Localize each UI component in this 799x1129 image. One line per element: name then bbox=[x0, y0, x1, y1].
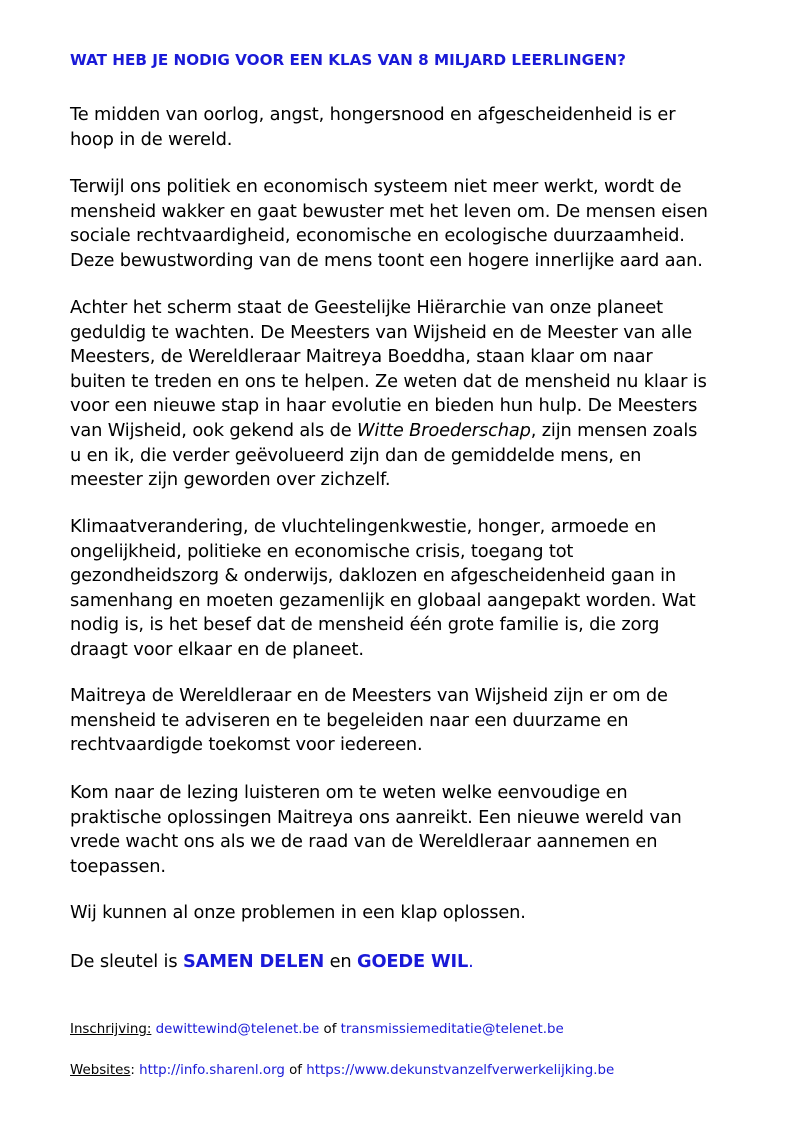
text-segment: van Wijsheid, ook gekend als de bbox=[70, 419, 357, 441]
text-line: mensheid te adviseren en te begeleiden naar een duurzame en bbox=[70, 709, 629, 731]
text-line: meester zijn geworden over zichzelf. bbox=[70, 469, 391, 491]
text-line: Klimaatverandering, de vluchtelingenkwestie, honger, armoede en bbox=[70, 516, 657, 537]
text-segment: , zijn mensen zoals bbox=[530, 419, 698, 441]
text-line: Terwijl ons politiek en economisch systeem niet meer werkt, wordt de bbox=[70, 176, 682, 197]
websites-line bbox=[70, 1062, 614, 1080]
registration-line bbox=[70, 1021, 564, 1039]
text-line: Maitreya de Wereldleraar en de Meesters van Wijsheid zijn er om de bbox=[70, 685, 668, 706]
text-line: vrede wacht ons als we de raad van de Wereldleraar aannemen en bbox=[70, 831, 658, 853]
italic-term: Witte Broederschap bbox=[357, 419, 531, 441]
text-line: ongelijkheid, politieke en economische crisis, toegang tot bbox=[70, 540, 574, 562]
text-line: Te midden van oorlog, angst, hongersnood en afgescheidenheid is er bbox=[70, 104, 676, 125]
colon-text: : bbox=[130, 1063, 140, 1078]
key-prefix: De sleutel is bbox=[70, 951, 183, 972]
page-title: WAT HEB JE NODIG VOOR EEN KLAS VAN 8 MILJARD LEERLINGEN? bbox=[70, 51, 626, 69]
text-line: draagt voor elkaar en de planeet. bbox=[70, 638, 364, 660]
text-line: toepassen. bbox=[70, 855, 166, 877]
text-line: u en ik, die verder geëvolueerd zijn dan de gemiddelde mens, en bbox=[70, 444, 642, 466]
text-line: Kom naar de lezing luisteren om te weten welke eenvoudige en bbox=[70, 782, 628, 803]
text-line: sociale rechtvaardigheid, economische en ecologische duurzaamheid. bbox=[70, 225, 685, 247]
text-line: praktische oplossingen Maitreya ons aanreikt. Een nieuwe wereld van bbox=[70, 806, 682, 828]
paragraph-6 bbox=[70, 781, 682, 879]
key-suffix: . bbox=[468, 951, 474, 972]
paragraph-1 bbox=[70, 103, 675, 152]
text-line: nodig is, is het besef dat de mensheid één grote familie is, die zorg bbox=[70, 614, 660, 636]
website-link-sharenl[interactable]: http://info.sharenl.org bbox=[139, 1063, 285, 1078]
or-text: of bbox=[319, 1022, 341, 1037]
text-line: mensheid wakker en gaat bewuster met het leven om. De mensen eisen bbox=[70, 200, 708, 222]
text-line: gezondheidszorg & onderwijs, daklozen en afgescheidenheid gaan in bbox=[70, 565, 677, 587]
websites-label: Websites bbox=[70, 1063, 131, 1078]
text-line: Deze bewustwording van de mens toont een hogere innerlijke aard aan. bbox=[70, 249, 703, 271]
email-link-dewittewind[interactable]: dewittewind@telenet.be bbox=[155, 1022, 320, 1037]
paragraph-2 bbox=[70, 175, 708, 273]
text-line: Achter het scherm staat de Geestelijke Hiërarchie van onze planeet bbox=[70, 297, 663, 318]
key-joiner: en bbox=[324, 951, 357, 972]
text-line: buiten te treden en ons te helpen. Ze weten dat de mensheid nu klaar is bbox=[70, 370, 707, 392]
key-term-samen-delen: SAMEN DELEN bbox=[182, 951, 325, 972]
text-line: hoop in de wereld. bbox=[70, 128, 233, 150]
text-line: samenhang en moeten gezamenlijk en globaal aangepakt worden. Wat bbox=[70, 589, 696, 611]
text-line: geduldig te wachten. De Meesters van Wijsheid en de Meester van alle bbox=[70, 321, 693, 343]
paragraph-4 bbox=[70, 515, 696, 663]
text-line: voor een nieuwe stap in haar evolutie en bieden hun hulp. De Meesters bbox=[70, 395, 698, 417]
text-line: rechtvaardigde toekomst voor iedereen. bbox=[70, 734, 423, 756]
registration-label: Inschrijving: bbox=[70, 1022, 152, 1037]
key-term-goede-wil: GOEDE WIL bbox=[357, 951, 469, 972]
text-line: Wij kunnen al onze problemen in een klap oplossen. bbox=[70, 902, 526, 923]
document-page bbox=[70, 50, 760, 1078]
or-text: of bbox=[284, 1063, 307, 1078]
text-line: Meesters, de Wereldleraar Maitreya Boeddha, staan klaar om naar bbox=[70, 346, 653, 368]
text-line-with-italic bbox=[70, 419, 707, 444]
paragraph-7 bbox=[70, 901, 526, 926]
key-line bbox=[70, 950, 474, 975]
website-link-dekunstvanzelfverwerkelijking[interactable]: https://www.dekunstvanzelfverwerkelijking.be bbox=[306, 1063, 615, 1078]
email-link-transmissiemeditatie[interactable]: transmissiemeditatie@telenet.be bbox=[340, 1022, 564, 1037]
paragraph-5 bbox=[70, 684, 668, 758]
paragraph-3 bbox=[70, 296, 707, 493]
